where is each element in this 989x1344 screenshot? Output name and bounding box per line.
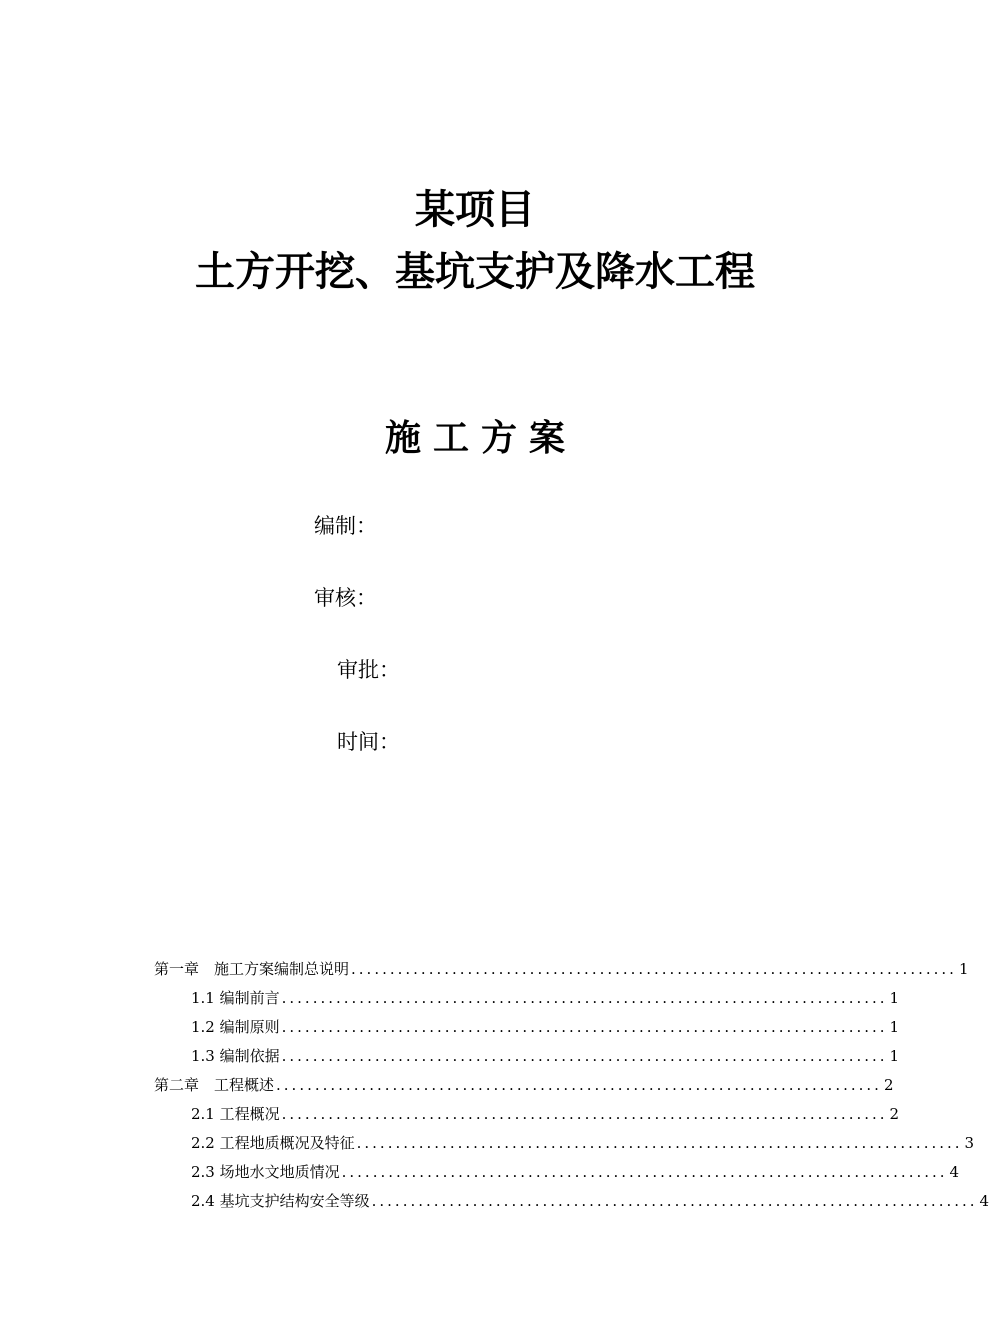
toc-entry[interactable] [154, 1129, 975, 1158]
toc-entry[interactable] [154, 1042, 900, 1071]
toc-entry-page: 4 [949, 1163, 960, 1181]
toc-entry[interactable] [154, 1013, 900, 1042]
toc-entry-label: 1.2 编制原则 [191, 1018, 280, 1036]
toc-leader-dots: .............................................................................. [276, 1076, 882, 1094]
compiled-by-label: 编制： [314, 514, 377, 538]
toc-entry-label: 2.3 场地水文地质情况 [191, 1163, 340, 1181]
toc-entry-label: 2.1 工程概况 [191, 1105, 280, 1123]
toc-entry-label: 第二章 工程概述 [154, 1076, 275, 1094]
toc-entry-page: 4 [979, 1192, 989, 1210]
table-of-contents [154, 955, 989, 1216]
toc-entry-page: 1 [889, 989, 900, 1007]
toc-entry-page: 2 [883, 1076, 894, 1094]
toc-entry[interactable] [154, 1100, 900, 1129]
toc-entry[interactable] [154, 984, 900, 1013]
project-subtitle: 土方开挖、基坑支护及降水工程 [195, 249, 755, 295]
toc-entry-page: 1 [889, 1018, 900, 1036]
toc-entry-label: 1.3 编制依据 [191, 1047, 280, 1065]
toc-entry-label: 2.2 工程地质概况及特征 [191, 1134, 355, 1152]
date-label: 时间： [337, 730, 400, 754]
toc-entry-label: 1.1 编制前言 [191, 989, 280, 1007]
toc-entry[interactable] [154, 1158, 960, 1187]
toc-entry-page: 1 [958, 960, 969, 978]
toc-entry-label: 2.4 基坑支护结构安全等级 [191, 1192, 370, 1210]
toc-leader-dots: .............................................................................. [371, 1192, 978, 1210]
toc-leader-dots: .............................................................................. [351, 960, 957, 978]
toc-entry-label: 第一章 施工方案编制总说明 [154, 960, 350, 978]
toc-leader-dots: .............................................................................. [356, 1134, 963, 1152]
toc-entry[interactable] [154, 1187, 989, 1216]
toc-entry[interactable] [154, 1071, 894, 1100]
toc-leader-dots: .............................................................................. [281, 1047, 888, 1065]
toc-leader-dots: .............................................................................. [281, 1018, 888, 1036]
approved-by-label: 审批： [337, 658, 400, 682]
toc-entry[interactable] [154, 955, 969, 984]
toc-entry-page: 1 [889, 1047, 900, 1065]
document-type-title: 施工方案 [384, 418, 577, 459]
toc-leader-dots: .............................................................................. [281, 989, 888, 1007]
toc-entry-page: 2 [889, 1105, 900, 1123]
toc-leader-dots: .............................................................................. [341, 1163, 948, 1181]
reviewed-by-label: 审核： [314, 586, 377, 610]
toc-entry-page: 3 [964, 1134, 975, 1152]
project-title: 某项目 [415, 187, 535, 233]
toc-leader-dots: .............................................................................. [281, 1105, 888, 1123]
